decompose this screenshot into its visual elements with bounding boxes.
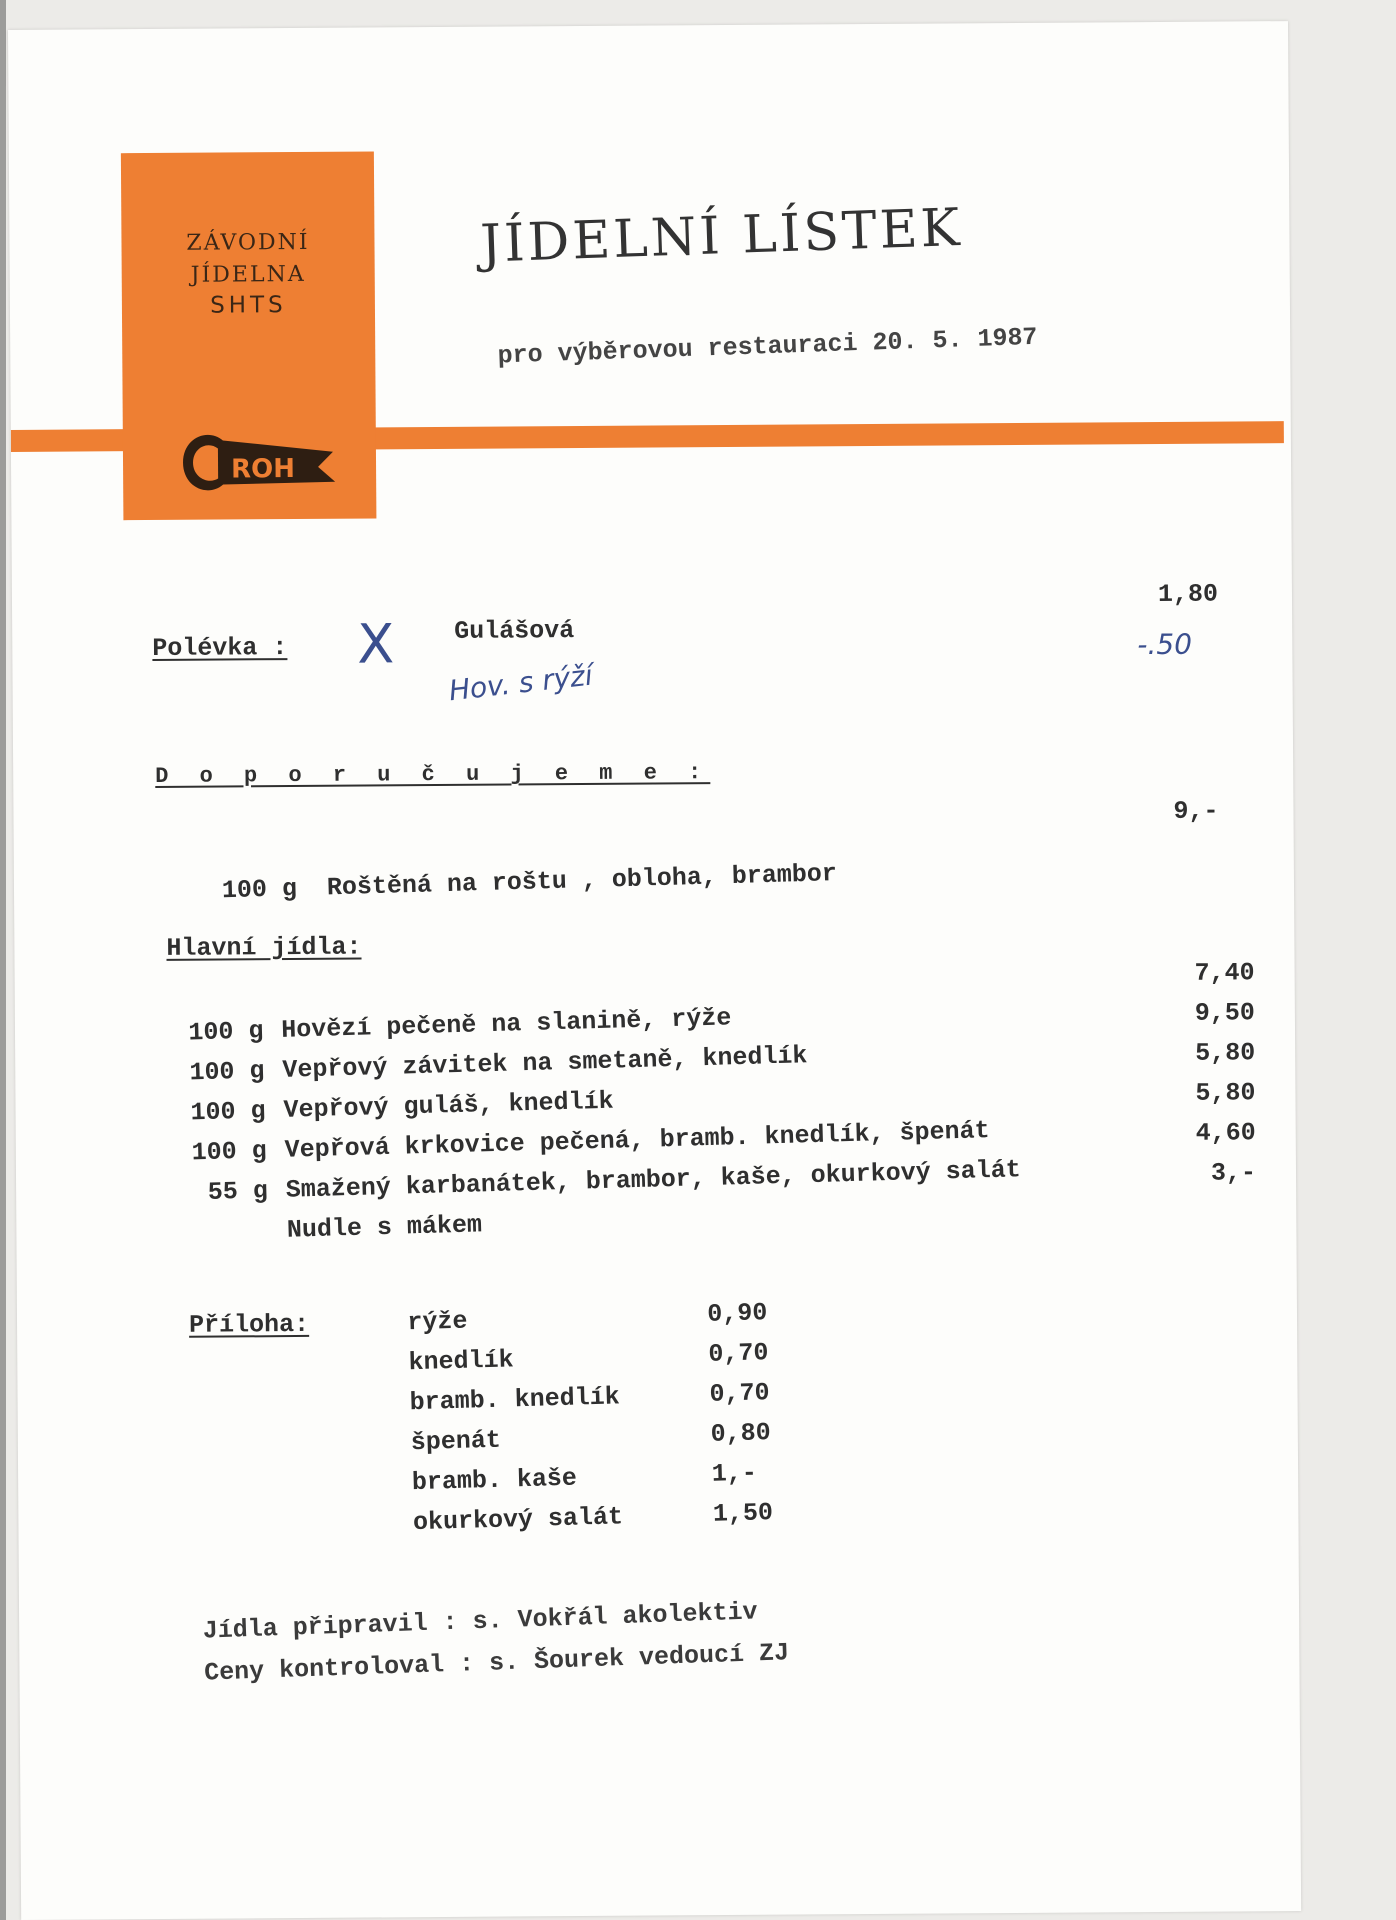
page-title: JÍDELNÍ LÍSTEK [479,197,964,275]
main-item: 100 g Vepřový guláš, knedlík [190,1086,614,1128]
sides-label: Příloha: [188,1309,310,1340]
soup-label: Polévka : [152,633,288,664]
main-price: 5,80 [1195,1038,1256,1068]
main-items [173,990,1022,1253]
recommend-price: 9,- [1173,796,1219,826]
main-label: Hlavní jídla: [166,932,362,963]
side-item: okurkový salát 1,50 [412,1498,774,1538]
recommend-qty: 100 g [221,874,298,906]
main-item: 55 g Smažený karbanátek, brambor, kaše, okurkový salát [207,1155,1022,1207]
recommend-label: D o p o r u č u j e m e : [155,760,711,789]
main-item: 100 g Vepřový závitek na smetaně, knedlík [189,1041,808,1088]
sides-list [407,1293,774,1543]
signatures [202,1590,790,1694]
handwritten-soup-price: -.50 [1137,627,1193,662]
side-item: knedlík 0,70 [408,1338,769,1378]
recommend-name: Roštěná na roštu , obloha, brambor [326,859,838,903]
logo-line-2: JÍDELNA [190,261,306,288]
prices-checked-by: Ceny kontroloval : s. Šourek vedoucí ZJ [203,1638,790,1688]
soup-price: 1,80 [1157,579,1219,609]
prepared-by: Jídla připravil : s. Vokřál akolektiv [202,1597,759,1646]
main-price: 9,50 [1194,998,1255,1028]
main-price: 7,40 [1194,958,1255,988]
recommend-item [161,830,838,936]
main-price: 4,60 [1195,1118,1256,1148]
main-item: 100 g Vepřová krkovice pečená, bramb. knedlík, špenát [191,1116,990,1168]
roh-text: ROH [230,454,296,485]
logo-line-3: SHTS [210,292,287,319]
side-item: bramb. knedlík 0,70 [409,1378,770,1418]
side-item: špenát 0,80 [410,1418,772,1458]
main-price: 3,- [1210,1158,1257,1188]
side-item: rýže 0,90 [407,1298,768,1338]
roh-flag-icon [163,422,344,503]
side-item: bramb. kaše 1,- [411,1458,758,1498]
main-prices [1174,953,1256,1194]
logo-box [121,151,377,520]
soup-name: Gulášová [454,616,575,646]
page-subtitle: pro výběrovou restauraci 20. 5. 1987 [497,322,1038,371]
handwritten-soup-note: Hov. s rýží [447,658,595,708]
scan-edge [0,0,6,1920]
cross-mark-icon: X [357,612,395,676]
main-item: 100 g Hovězí pečeně na slanině, rýže [187,1003,732,1048]
main-item: Nudle s mákem [286,1210,483,1245]
menu-sheet [8,21,1301,1920]
logo-line-1: ZÁVODNÍ [186,229,310,256]
main-price: 5,80 [1195,1078,1256,1108]
